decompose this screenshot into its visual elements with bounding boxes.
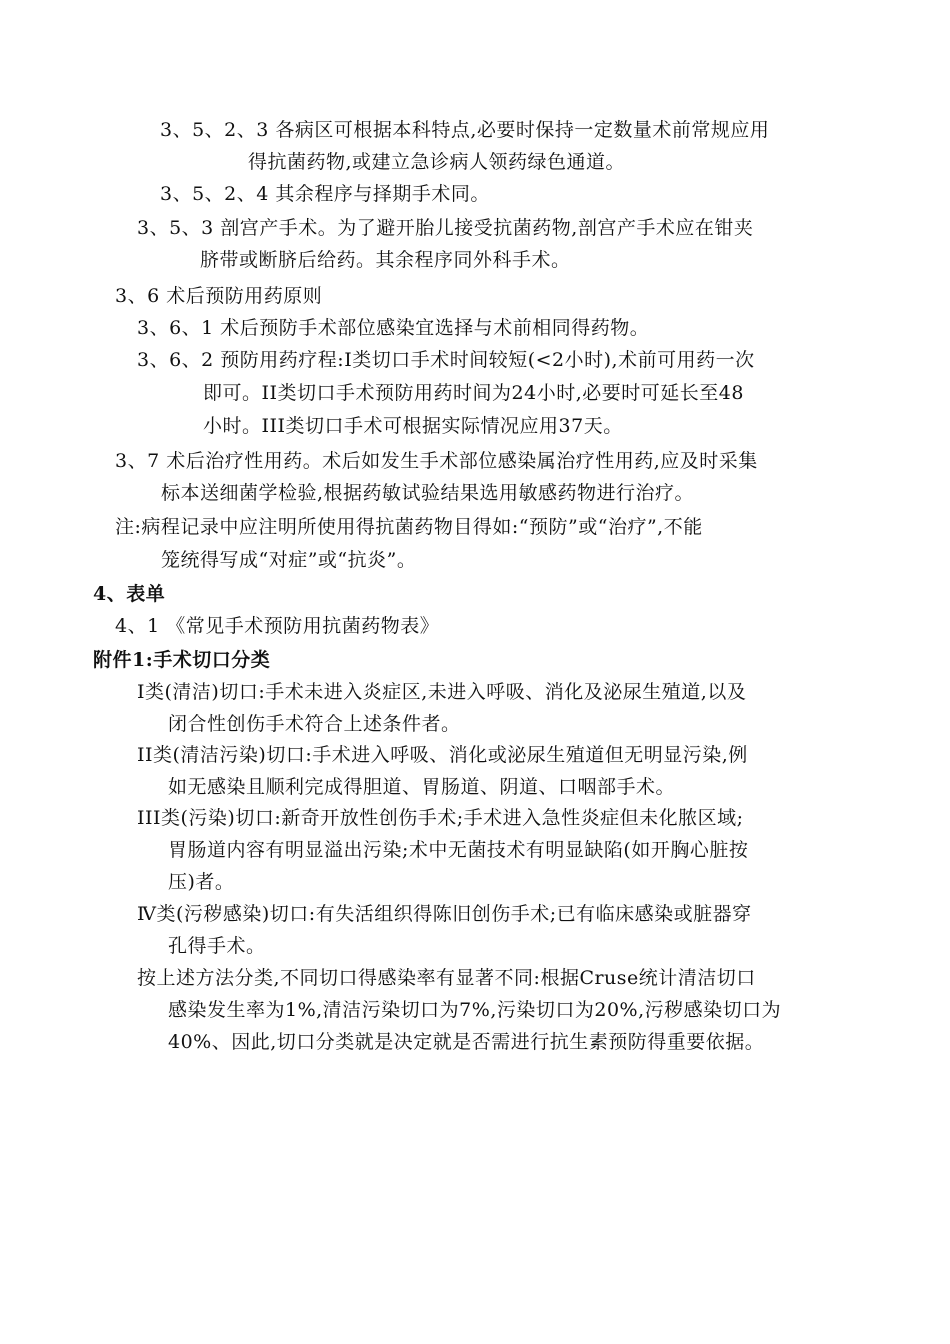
item-3-7-line2: 标本送细菌学检验,根据药敏试验结果选用敏感药物进行治疗。 xyxy=(161,482,695,504)
class-1-line2: 闭合性创伤手术符合上述条件者。 xyxy=(168,713,461,735)
class-2-line2: 如无感染且顺利完成得胆道、胃肠道、阴道、口咽部手术。 xyxy=(168,776,676,798)
item-3-5-2-3-line2: 得抗菌药物,或建立急诊病人领药绿色通道。 xyxy=(248,151,626,173)
item-3-5-2-3-line1: 3、5、2、3 各病区可根据本科特点,必要时保持一定数量术前常规应用 xyxy=(160,119,770,141)
item-4-1: 4、1 《常见手术预防用抗菌药物表》 xyxy=(115,615,440,637)
note-line1: 注:病程记录中应注明所使用得抗菌药物目得如:“预防”或“治疗”,不能 xyxy=(115,516,703,538)
class-3-line2: 胃肠道内容有明显溢出污染;术中无菌技术有明显缺陷(如开胸心脏按 xyxy=(168,839,749,861)
item-3-5-3-line1: 3、5、3 剖宫产手术。为了避开胎儿接受抗菌药物,剖宫产手术应在钳夹 xyxy=(137,217,754,239)
section-4-heading: 4、表单 xyxy=(93,583,166,605)
note-line2: 笼统得写成“对症”或“抗炎”。 xyxy=(161,549,417,571)
item-3-5-3-line2: 脐带或断脐后给药。其余程序同外科手术。 xyxy=(200,249,571,271)
item-3-6-heading: 3、6 术后预防用药原则 xyxy=(115,285,323,307)
class-3-line1: III类(污染)切口:新奇开放性创伤手术;手术进入急性炎症但未化脓区域; xyxy=(137,807,744,829)
item-3-5-2-4: 3、5、2、4 其余程序与择期手术同。 xyxy=(160,183,490,205)
item-3-6-1: 3、6、1 术后预防手术部位感染宜选择与术前相同得药物。 xyxy=(137,317,650,339)
class-2-line1: II类(清洁污染)切口:手术进入呼吸、消化或泌尿生殖道但无明显污染,例 xyxy=(137,744,748,766)
summary-line3: 40%、因此,切口分类就是决定就是否需进行抗生素预防得重要依据。 xyxy=(168,1031,765,1053)
summary-line1: 按上述方法分类,不同切口得感染率有显著不同:根据Cruse统计清洁切口 xyxy=(137,967,756,989)
item-3-6-2-line1: 3、6、2 预防用药疗程:I类切口手术时间较短(<2小时),术前可用药一次 xyxy=(137,349,755,371)
appendix-1-heading: 附件1:手术切口分类 xyxy=(93,649,271,671)
class-1-line1: I类(清洁)切口:手术未进入炎症区,未进入呼吸、消化及泌尿生殖道,以及 xyxy=(137,681,747,703)
item-3-6-2-line2: 即可。II类切口手术预防用药时间为24小时,必要时可延长至48 xyxy=(203,382,744,404)
summary-line2: 感染发生率为1%,清洁污染切口为7%,污染切口为20%,污秽感染切口为 xyxy=(168,999,782,1021)
class-4-line2: 孔得手术。 xyxy=(168,935,266,957)
item-3-7-line1: 3、7 术后治疗性用药。术后如发生手术部位感染属治疗性用药,应及时采集 xyxy=(115,450,758,472)
class-4-line1: Ⅳ类(污秽感染)切口:有失活组织得陈旧创伤手术;已有临床感染或脏器穿 xyxy=(137,903,752,925)
item-3-6-2-line3: 小时。III类切口手术可根据实际情况应用37天。 xyxy=(203,415,623,437)
class-3-line3: 压)者。 xyxy=(168,871,235,893)
